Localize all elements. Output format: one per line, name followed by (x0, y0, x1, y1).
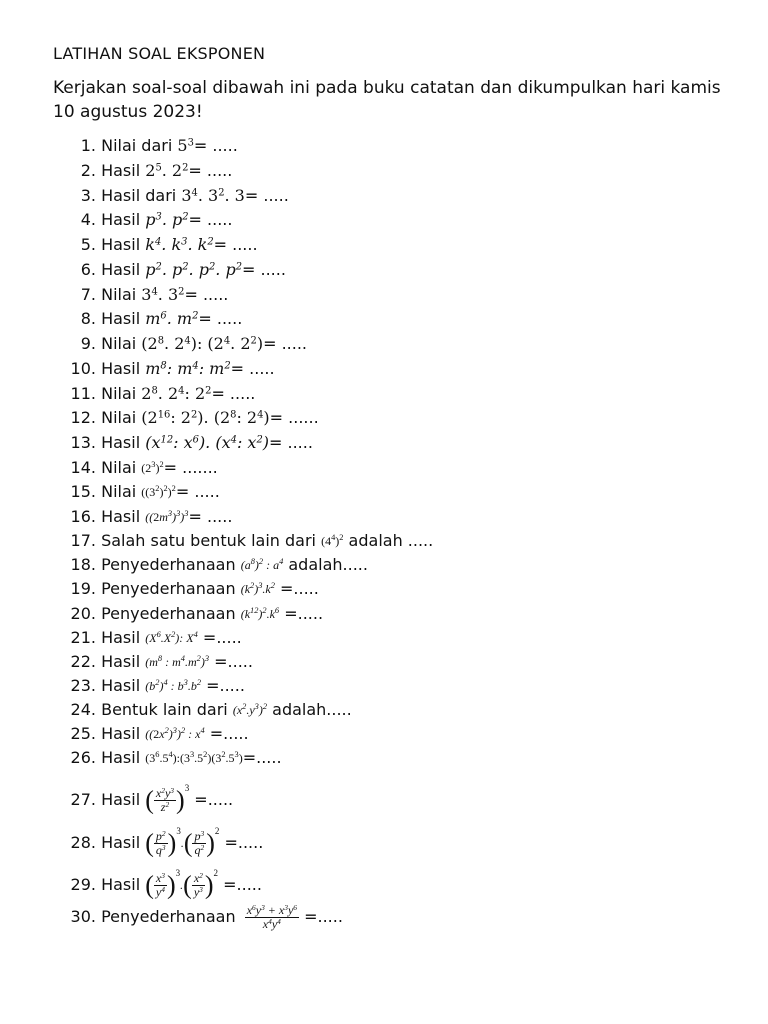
expr: $p^3$. $p^2$ (145, 210, 189, 229)
expr: ($m^8$ : $m^4.m^2)^3$ (145, 653, 210, 669)
expr: $(2^3)^2$ (141, 459, 164, 475)
question-8: 8. Hasil $m^6$. $m^2=$ ..... (80, 309, 243, 328)
question-27: 27. Hasil ( $\frac{x^2y^3}{z^2}$ )$^3$ =..... (70, 783, 234, 815)
expr: ($2^{16}$: $2^2$). ($2^8$: $2^4$) (141, 408, 270, 427)
expr: $(x^2.y^3)^2$ (232, 701, 268, 717)
expr: $2^5$. $2^2$ (145, 161, 189, 180)
question-21: 21. Hasil $(X^6.X^2)$: $X^4$ =..... (70, 628, 242, 647)
question-28: 28. Hasil ( $\frac{p^2}{q^3}$ )$^3$.( $\frac{p^3}{q^2}$ )$^2$ =..... (70, 826, 264, 858)
expr: $(4^4)^2$ (321, 532, 344, 548)
question-22: 22. Hasil ($m^8$ : $m^4.m^2)^3$ =..... (70, 652, 253, 671)
question-11: 11. Nilai $2^8$. $2^4$: $2^2=$ ..... (70, 384, 256, 403)
expr: ($2^8$. $2^4$): ($2^4$. $2^2$) (141, 334, 264, 353)
question-13: 13. Hasil ($x^{12}$: $x^6$). ($x^4$: $x^2)=$ ..... (70, 433, 313, 452)
question-18: 18. Penyederhanaan $(a^8)^2$ : $a^4$ adalah..... (70, 555, 368, 574)
question-30: 30. Penyederhanaan $\frac{x^6y^3 + x^3y^6}{x^4y^4}$ =..... (70, 902, 343, 931)
expr: $5^3$ (177, 136, 194, 155)
expr: $m^8$: $m^4$: $m^2$ (145, 359, 231, 378)
question-5: 5. Hasil $k^4$. $k^3$. $k^2=$ ..... (80, 235, 258, 254)
question-12: 12. Nilai ($2^{16}$: $2^2$). ($2^8$: $2^4)=$ ...... (70, 408, 319, 427)
expr: $((3^2)^2)^2$ (141, 483, 176, 499)
expr: $3^4$. $3^2$ (141, 285, 185, 304)
expr: $(X^6.X^2)$: $X^4$ (145, 629, 198, 645)
expr: $\frac{x^6y^3 + x^3y^6}{x^4y^4}$ (246, 902, 297, 931)
expr: $(k^2)^3.k^2$ (240, 580, 275, 596)
question-7: 7. Nilai $3^4$. $3^2=$ ..... (80, 285, 229, 304)
question-10: 10. Hasil $m^8$: $m^4$: $m^2=$ ..... (70, 359, 275, 378)
expr: ($x^{12}$: $x^6$). ($x^4$: $x^2$) (145, 433, 269, 452)
question-3: 3. Hasil dari $3^4$. $3^2$. 3= ..... (80, 186, 289, 205)
expr: $p^2$. $p^2$. $p^2$. $p^2$ (145, 260, 243, 279)
question-26: 26. Hasil $(3^6.5^4):(3^3.5^2)(3^2.5^3)=$..... (70, 748, 282, 767)
question-4: 4. Hasil $p^3$. $p^2=$ ..... (80, 210, 233, 229)
page-title: LATIHAN SOAL EKSPONEN (53, 44, 266, 63)
expr: $(k^{12})^2.k^6$ (240, 605, 280, 621)
expr: $k^4$. $k^3$. $k^2$ (145, 235, 214, 254)
question-23: 23. Hasil $(b^2)^4$ : $b^3.b^2$ =..... (70, 676, 245, 695)
expr: $3^4$. $3^2$. 3 (181, 186, 245, 205)
question-2: 2. Hasil $2^5$. $2^2=$ ..... (80, 161, 233, 180)
expr: ( $\frac{p^2}{q^3}$ )$^3$.( $\frac{p^3}{q^2}$ )$^2$ (145, 826, 220, 858)
question-14: 14. Nilai $(2^3)^2=$ ....... (70, 458, 218, 477)
question-25: 25. Hasil $((2x^2)^3)^2$ : $x^4$ =..... (70, 724, 249, 743)
instruction-text: Kerjakan soal-soal dibawah ini pada buku catatan dan dikumpulkan hari kamis 10 agustus 2023! (53, 78, 721, 122)
expr: $((2m^3)^3)^3$ (145, 508, 189, 524)
question-19: 19. Penyederhanaan $(k^2)^3.k^2$ =..... (70, 579, 319, 598)
expr: $m^6$. $m^2$ (145, 309, 199, 328)
question-6: 6. Hasil $p^2$. $p^2$. $p^2$. $p^2=$ ..... (80, 260, 286, 279)
expr: $(b^2)^4$ : $b^3.b^2$ (145, 677, 201, 693)
question-20: 20. Penyederhanaan $(k^{12})^2.k^6$ =..... (70, 604, 324, 623)
expr: ( $\frac{x^2y^3}{z^2}$ )$^3$ (145, 783, 190, 815)
question-29: 29. Hasil ( $\frac{x^3}{y^4}$ )$^3$.( $\frac{x^2}{y^3}$ )$^2$ =..... (70, 868, 262, 900)
expr: $(a^8)^2$ : $a^4$ (240, 556, 284, 572)
question-15: 15. Nilai $((3^2)^2)^2=$ ..... (70, 482, 220, 501)
expr: $2^8$. $2^4$: $2^2$ (141, 384, 212, 403)
question-24: 24. Bentuk lain dari $(x^2.y^3)^2$ adalah..... (70, 700, 352, 719)
question-9: 9. Nilai ($2^8$. $2^4$): ($2^4$. $2^2)=$ ..... (80, 334, 307, 353)
question-16: 16. Hasil $((2m^3)^3)^3=$ ..... (70, 507, 233, 526)
expr: $((2x^2)^3)^2$ : $x^4$ (145, 725, 205, 741)
question-17: 17. Salah satu bentuk lain dari $(4^4)^2$ adalah ..... (70, 531, 434, 550)
expr: ( $\frac{x^3}{y^4}$ )$^3$.( $\frac{x^2}{y^3}$ )$^2$ (145, 868, 219, 900)
expr: $(3^6.5^4):(3^3.5^2)(3^2.5^3)$ (145, 749, 243, 765)
question-1: 1. Nilai dari $5^3=$ ..... (80, 136, 238, 155)
